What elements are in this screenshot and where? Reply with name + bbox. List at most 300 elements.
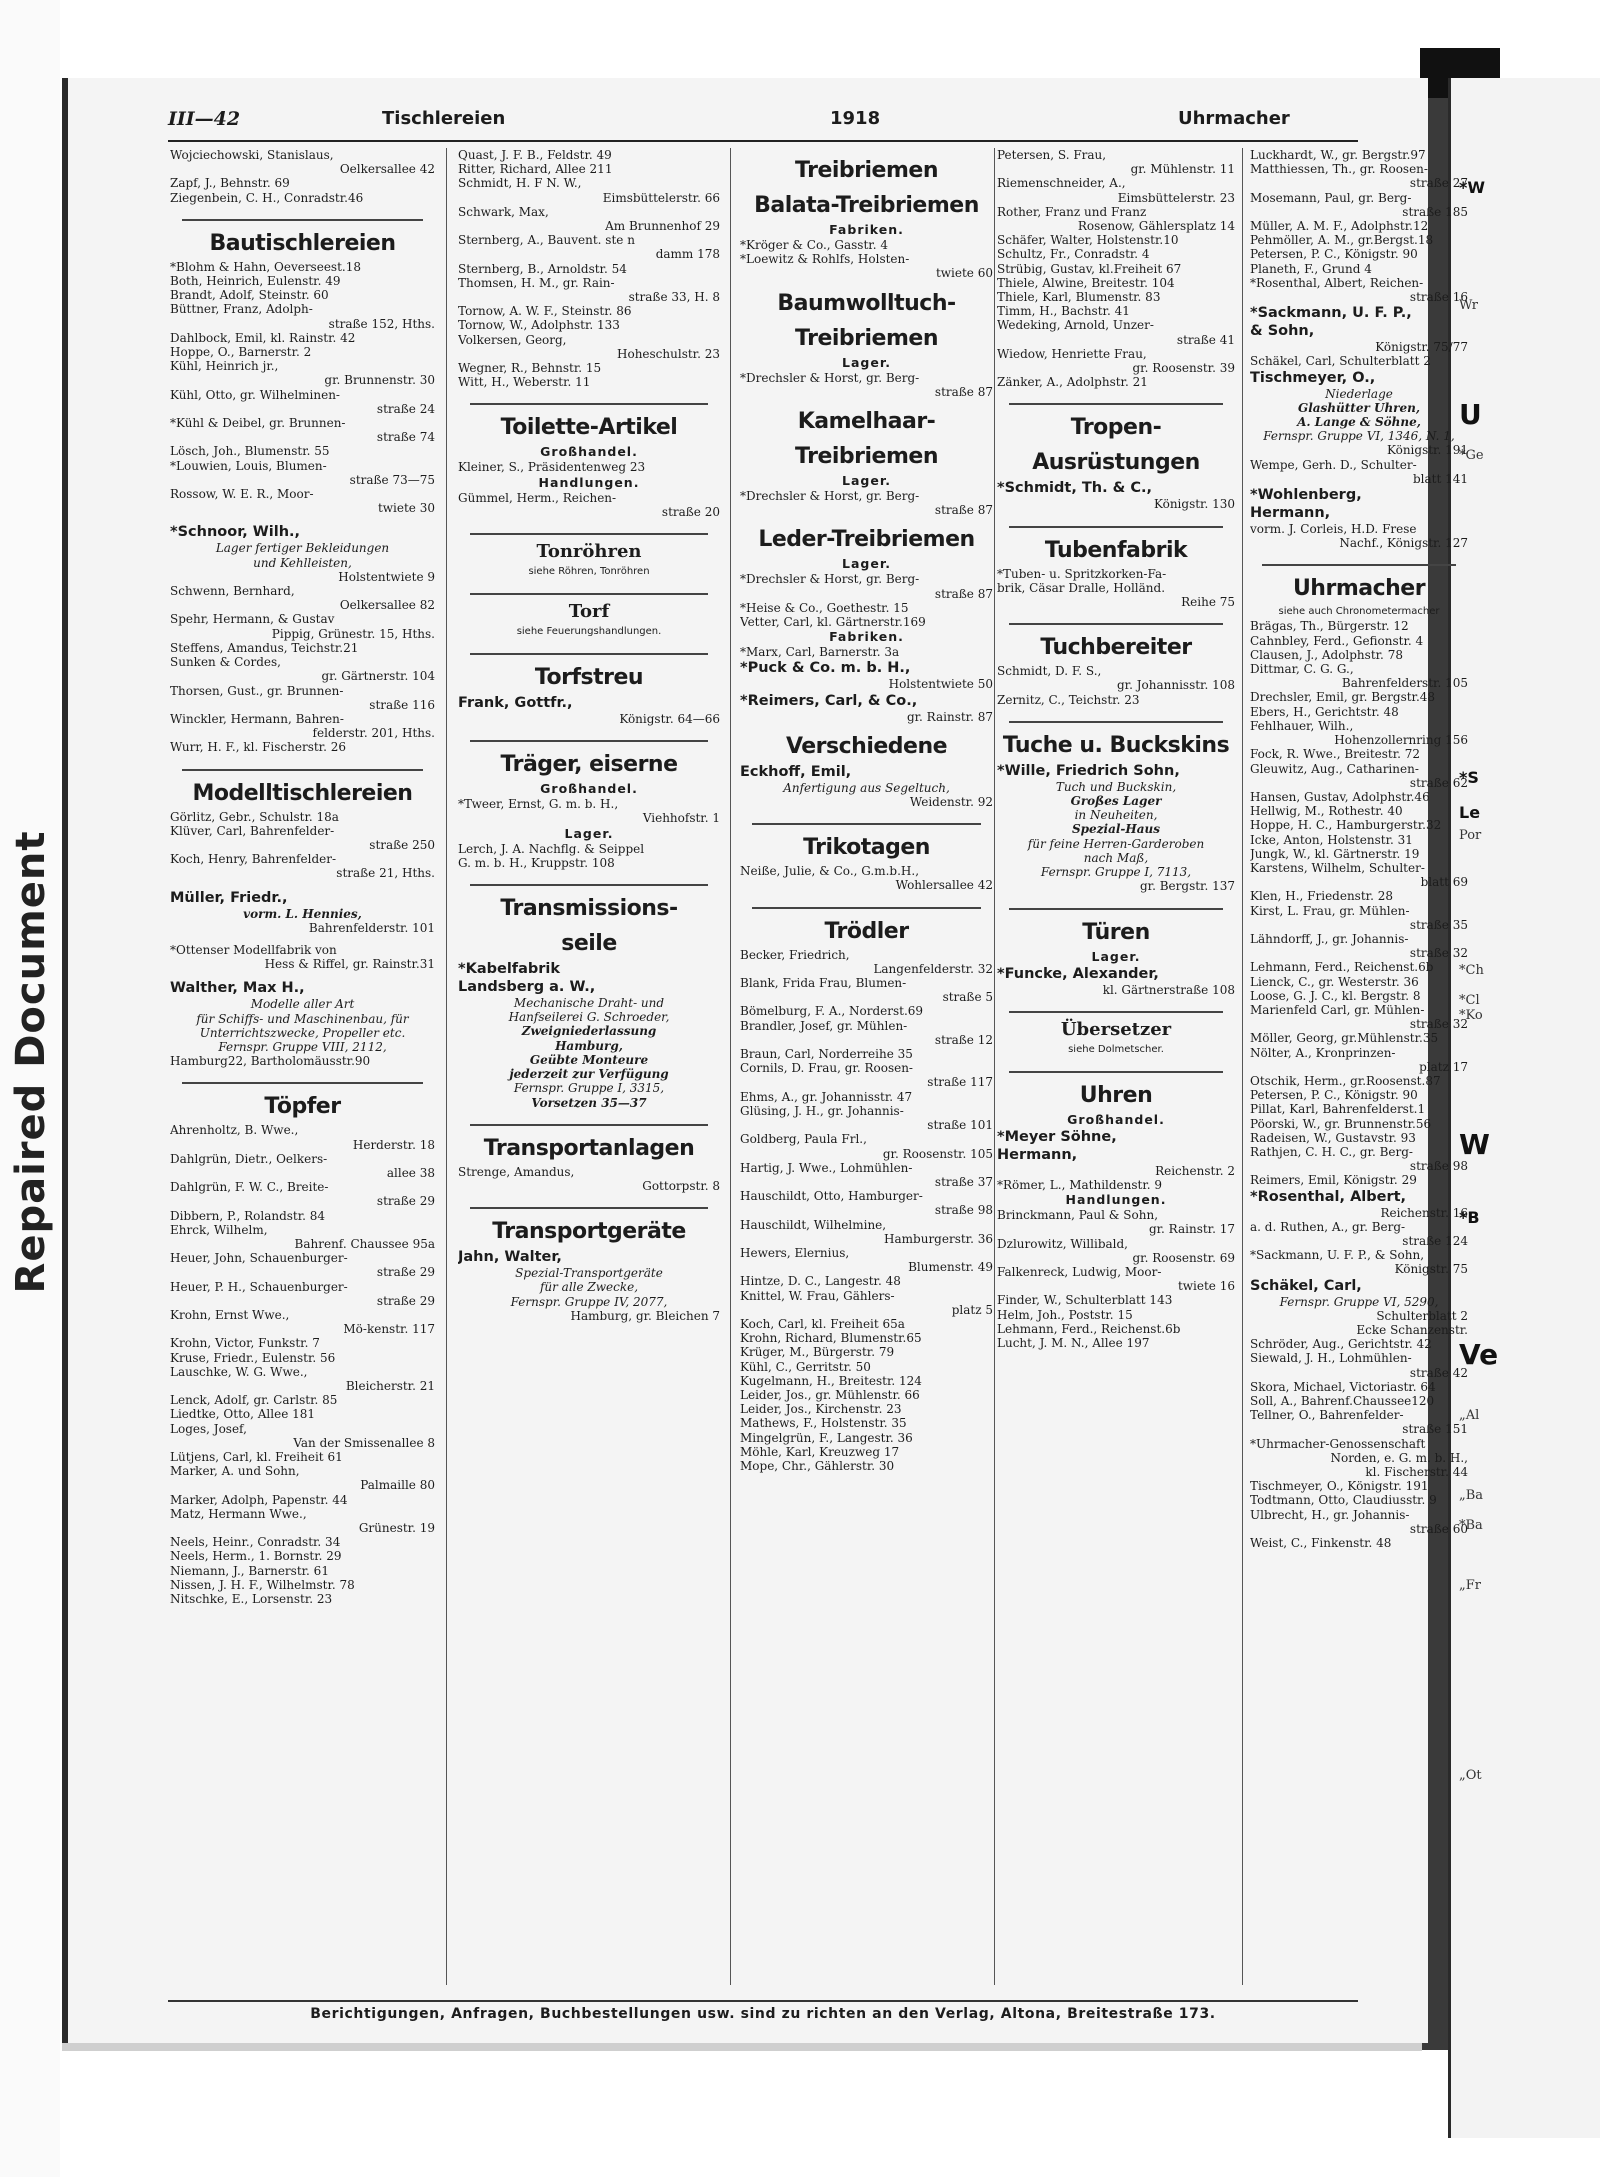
- listing-description: für feine Herren-Garderoben: [1027, 836, 1205, 851]
- listing-line: Klüver, Carl, Bahrenfelder-: [170, 823, 335, 838]
- listing-line: Pillat, Karl, Bahrenfelderst.1: [1250, 1102, 1426, 1117]
- listing-line: Gottorpstr. 8: [642, 1178, 720, 1193]
- listing-line: Rathjen, C. H. C., gr. Berg-: [1250, 1144, 1413, 1159]
- listing-firm-name: Tischmeyer, O.,: [1250, 369, 1376, 386]
- listing-line: straße 98: [1409, 1159, 1468, 1174]
- listing-line: Lütjens, Carl, kl. Freiheit 61: [170, 1450, 343, 1465]
- listing-line: straße 73—75: [349, 472, 435, 487]
- next-page-fragment: „Fr: [1459, 1578, 1481, 1593]
- next-page-fragment: W: [1459, 1128, 1490, 1161]
- listing-line: straße 42: [1409, 1365, 1468, 1380]
- section-divider: [470, 734, 708, 742]
- listing-line: blatt 69: [1420, 875, 1468, 890]
- section-heading: Trödler: [824, 918, 909, 944]
- listing-line: Krohn, Richard, Blumenstr.65: [740, 1331, 922, 1346]
- listing-line: straße 117: [927, 1075, 993, 1090]
- listing-line: Luckhardt, W., gr. Bergstr.97: [1250, 148, 1426, 162]
- listing-line: *Kühl & Deibel, gr. Brunnen-: [170, 416, 346, 431]
- section-heading: Tubenfabrik: [1044, 537, 1188, 563]
- listing-line: straße 20: [661, 504, 720, 519]
- listing-line: straße 250: [369, 837, 435, 852]
- listing-line: Bahrenfelderstr. 105: [1341, 676, 1468, 691]
- listing-line: Wurr, H. F., kl. Fischerstr. 26: [170, 740, 346, 755]
- listing-line: Hamburg22, Bartholomäusstr.90: [170, 1054, 371, 1069]
- listing-line: Strübig, Gustav, kl.Freiheit 67: [997, 261, 1182, 276]
- section-heading: Tuchbereiter: [1040, 635, 1192, 661]
- listing-line: Ziegenbein, C. H., Conradstr.46: [170, 190, 364, 205]
- section-heading: Tropen-: [1070, 415, 1162, 441]
- listing-line: Kühl, C., Gerritstr. 50: [740, 1359, 871, 1374]
- section-divider: [1262, 558, 1456, 566]
- listing-line: straße 60: [1409, 1521, 1468, 1536]
- listing-line: Marienfeld Carl, gr. Mühlen-: [1250, 1002, 1425, 1017]
- listing-line: Wohlersallee 42: [895, 878, 993, 893]
- listing-firm-name: Schäkel, Carl,: [1250, 1277, 1362, 1294]
- listing-line: Ehms, A., gr. Johannisstr. 47: [740, 1089, 913, 1104]
- listing-line: Koch, Carl, kl. Freiheit 65a: [740, 1316, 905, 1331]
- listing-firm-name: & Sohn,: [1250, 323, 1315, 340]
- listing-line: Hauschildt, Wilhelmine,: [740, 1217, 887, 1232]
- section-divider: [1009, 715, 1223, 723]
- listing-description: Hanfseilerei G. Schroeder,: [508, 1010, 670, 1025]
- listing-line: *Ottenser Modellfabrik von: [170, 942, 337, 957]
- listing-firm-name: *Funcke, Alexander,: [997, 965, 1159, 982]
- next-page-fragment: „Ot: [1459, 1768, 1482, 1783]
- section-heading: Ausrüstungen: [1032, 450, 1200, 476]
- listing-line: Riemenschneider, A.,: [997, 176, 1126, 191]
- listing-line: Marker, A. und Sohn,: [170, 1464, 300, 1479]
- listing-line: straße 33, H. 8: [628, 290, 720, 305]
- listing-line: Klen, H., Friedenstr. 28: [1250, 889, 1393, 904]
- listing-line: Königstr. 64—66: [619, 712, 720, 727]
- listing-firm-name: *Wohlenberg,: [1250, 487, 1362, 504]
- listing-line: Reihe 75: [1181, 595, 1235, 610]
- section-divider: [470, 647, 708, 655]
- listing-line: straße 29: [376, 1194, 435, 1209]
- listing-line: Volkersen, Georg,: [458, 332, 567, 347]
- listing-firm-name: *Sackmann, U. F. P.,: [1250, 305, 1412, 322]
- subsection-heading: Großhandel.: [540, 444, 638, 460]
- listing-line: Reichenstr. 2: [1155, 1163, 1235, 1178]
- listing-line: Bleicherstr. 21: [345, 1379, 435, 1394]
- section-divider: [1009, 1065, 1223, 1073]
- listing-line: straße 152, Hths.: [328, 316, 435, 331]
- listing-line: allee 38: [386, 1165, 435, 1180]
- subsection-heading: Fabriken.: [829, 222, 904, 237]
- listing-line: a. d. Ruthen, A., gr. Berg-: [1250, 1219, 1406, 1234]
- spacer: [170, 971, 435, 979]
- section-heading: Transportanlagen: [483, 1135, 695, 1161]
- listing-line: Hamburg, gr. Bleichen 7: [570, 1308, 720, 1323]
- listing-line: Mosemann, Paul, gr. Berg-: [1250, 190, 1412, 205]
- listing-line: *Tweer, Ernst, G. m. b. H.,: [458, 797, 619, 812]
- section-divider: [470, 1118, 708, 1126]
- listing-line: gr. Gärtnerstr. 104: [321, 669, 435, 684]
- listing-line: Mö-kenstr. 117: [343, 1322, 435, 1337]
- cross-reference: siehe Dolmetscher.: [1068, 1043, 1164, 1055]
- header-right-title: Uhrmacher: [1178, 108, 1290, 129]
- listing-line: Helm, Joh., Poststr. 15: [997, 1307, 1133, 1322]
- listing-line: G. m. b. H., Kruppstr. 108: [458, 855, 615, 870]
- section-divider: [1009, 902, 1223, 910]
- listing-line: Hellwig, M., Rothestr. 40: [1250, 804, 1403, 819]
- listing-line: straße 124: [1402, 1234, 1468, 1248]
- listing-line: Blank, Frida Frau, Blumen-: [740, 976, 907, 991]
- listing-line: Schäkel, Carl, Schulterblatt 2: [1250, 354, 1431, 369]
- listing-line: Viehhofstr. 1: [642, 811, 720, 826]
- subsection-heading: Großhandel.: [1067, 1111, 1165, 1127]
- section-heading: Trikotagen: [803, 835, 930, 861]
- listing-line: Oelkersallee 42: [339, 162, 435, 177]
- listing-line: Hansen, Gustav, Adolphstr.46: [1250, 789, 1430, 804]
- listing-line: Schmidt, D. F. S.,: [997, 664, 1102, 679]
- section-heading: seile: [561, 931, 617, 957]
- listing-line: Krohn, Victor, Funkstr. 7: [170, 1336, 320, 1351]
- listing-line: Todtmann, Otto, Claudiusstr. 9: [1250, 1493, 1437, 1508]
- listing-line: gr. Roosenstr. 69: [1132, 1250, 1235, 1265]
- listing-firm-name: *Wille, Friedrich Sohn,: [997, 762, 1180, 779]
- listing-description: Niederlage: [1325, 386, 1393, 401]
- listing-line: Königstr. 75: [1394, 1262, 1468, 1277]
- listing-line: Nachf., Königstr. 127: [1339, 536, 1468, 551]
- section-heading: Träger, eiserne: [500, 752, 678, 778]
- listing-firm-name: *Reimers, Carl, & Co.,: [740, 692, 918, 709]
- cross-reference: siehe Feuerungshandlungen.: [516, 626, 662, 638]
- listing-description: Tuch und Buckskin,: [1055, 779, 1177, 794]
- listing-line: *Sackmann, U. F. P., & Sohn,: [1250, 1248, 1425, 1263]
- listing-line: Tornow, W., Adolphstr. 133: [458, 318, 620, 333]
- section-divider: [752, 901, 981, 909]
- listing-line: Heuer, P. H., Schauenburger-: [170, 1279, 348, 1294]
- listing-line: Schäfer, Walter, Holstenstr.10: [997, 233, 1179, 248]
- section-divider: [1009, 1005, 1223, 1013]
- listing-line: Loges, Josef,: [170, 1421, 247, 1436]
- listing-highlight: Vorsetzen 35—37: [531, 1095, 647, 1110]
- listing-line: Hoppe, O., Barnerstr. 2: [170, 345, 312, 360]
- next-page-fragment: Ve: [1459, 1338, 1499, 1371]
- spacer: [170, 935, 435, 943]
- section-heading: Türen: [1082, 919, 1150, 945]
- cross-reference: siehe Röhren, Tonröhren: [528, 566, 650, 578]
- listing-line: Petersen, P. C., Königstr. 90: [1250, 247, 1418, 262]
- listing-line: Sunken & Cordes,: [170, 655, 281, 670]
- listing-line: straße 32: [1409, 946, 1468, 961]
- section-heading: Leder-Treibriemen: [758, 527, 975, 553]
- next-page-fragment: Le: [1459, 803, 1481, 822]
- listing-line: Am Brunnenhof 29: [605, 219, 720, 234]
- listing-line: Bahrenfelderstr. 101: [308, 920, 435, 935]
- listing-line: Glüsing, J. H., gr. Johannis-: [740, 1103, 904, 1118]
- listing-line: Sternberg, A., Bauvent. ste n: [458, 233, 635, 248]
- listing-firm-name: *Kabelfabrik: [458, 961, 561, 978]
- listing-line: Ecke Schanzenstr.: [1356, 1323, 1468, 1338]
- listing-line: Lösch, Joh., Blumenstr. 55: [170, 444, 330, 459]
- listing-line: Königstr. 191: [1386, 443, 1468, 458]
- listing-line: Kleiner, S., Präsidentenweg 23: [458, 460, 646, 475]
- listing-description: Spezial-Transportgeräte: [515, 1266, 663, 1281]
- listing-line: *Kröger & Co., Gasstr. 4: [740, 238, 888, 252]
- listing-line: Jungk, W., kl. Gärtnerstr. 19: [1250, 846, 1420, 861]
- section-heading: Toilette-Artikel: [500, 415, 678, 441]
- listing-column-5: [1250, 148, 1468, 1987]
- listing-line: Grünestr. 19: [358, 1521, 435, 1536]
- next-page-fragment: *Ge: [1459, 448, 1484, 463]
- next-page-fragment: Wr: [1459, 298, 1478, 313]
- listing-line: Langenfelderstr. 32: [873, 961, 993, 976]
- listing-firm-name: Frank, Gottfr.,: [458, 695, 573, 712]
- listing-line: Blumenstr. 49: [908, 1260, 993, 1275]
- listing-line: Pehmöller, A. M., gr.Bergst.18: [1250, 233, 1434, 248]
- subsection-heading: Handlungen.: [538, 474, 640, 490]
- listing-line: *Rosenthal, Albert, Reichen-: [1250, 275, 1424, 290]
- listing-line: Hoppe, H. C., Hamburgerstr.32: [1250, 818, 1442, 833]
- page-bottom-edge: [62, 2043, 1422, 2051]
- spacer: [170, 881, 435, 889]
- listing-line: blatt 141: [1412, 471, 1468, 486]
- subsection-heading: Handlungen.: [1065, 1192, 1167, 1208]
- spacer: [170, 515, 435, 523]
- listing-line: Holstentwiete 9: [338, 569, 435, 584]
- listing-firm-name: Jahn, Walter,: [458, 1249, 562, 1266]
- next-page-fragment: *Ch: [1459, 963, 1484, 978]
- listing-line: Reichenstr. 16: [1380, 1205, 1468, 1220]
- section-heading: Balata-Treibriemen: [754, 193, 979, 218]
- listing-line: *Tuben- u. Spritzkorken-Fa-: [997, 566, 1167, 581]
- listing-line: Icke, Anton, Holstenstr. 31: [1250, 832, 1413, 847]
- listing-line: brik, Cäsar Dralle, Holländ.: [997, 580, 1166, 595]
- listing-line: Niemann, J., Barnerstr. 61: [170, 1563, 329, 1578]
- listing-line: Lauschke, W. G. Wwe.,: [170, 1364, 308, 1379]
- subsection-heading: Großhandel.: [540, 781, 638, 797]
- section-heading: Modelltischlereien: [192, 780, 413, 806]
- listing-description: Lager fertiger Bekleidungen: [215, 541, 390, 556]
- listing-line: *Marx, Carl, Barnerstr. 3a: [740, 645, 900, 660]
- listing-line: Ahrenholtz, B. Wwe.,: [170, 1123, 299, 1138]
- next-page-edge: [1448, 78, 1600, 2138]
- section-divider: [470, 878, 708, 886]
- listing-line: Timm, H., Bachstr. 41: [997, 304, 1130, 319]
- listing-line: gr. Brunnenstr. 30: [324, 373, 435, 388]
- listing-line: straße 62: [1409, 775, 1468, 790]
- cross-reference: siehe auch Chronometermacher: [1278, 606, 1440, 618]
- listing-highlight: Geübte Monteure: [529, 1052, 649, 1067]
- section-heading: Treibriemen: [795, 325, 938, 351]
- listing-line: gr. Bergstr. 137: [1140, 879, 1235, 894]
- listing-line: Falkenreck, Ludwig, Moor-: [997, 1264, 1162, 1279]
- column-rule: [994, 148, 995, 1985]
- listing-line: Spehr, Hermann, & Gustav: [170, 612, 335, 627]
- listing-line: Kirst, L. Frau, gr. Mühlen-: [1250, 903, 1410, 918]
- listing-line: Nölter, A., Kronprinzen-: [1250, 1045, 1396, 1060]
- listing-line: straße 29: [376, 1265, 435, 1280]
- listing-line: Sternberg, B., Arnoldstr. 54: [458, 261, 627, 276]
- listing-column-1: [170, 148, 435, 1987]
- listing-line: Lucht, J. M. N., Allee 197: [997, 1335, 1150, 1350]
- listing-line: Eimsbüttelerstr. 66: [602, 190, 720, 205]
- listing-line: straße 151: [1402, 1422, 1468, 1437]
- listing-line: *Loewitz & Rohlfs, Holsten-: [740, 252, 910, 267]
- listing-line: Wiedow, Henriette Frau,: [997, 346, 1147, 361]
- listing-line: straße 116: [369, 697, 435, 712]
- listing-line: Kühl, Heinrich jr.,: [170, 359, 279, 374]
- section-heading: Tuche u. Buckskins: [1002, 732, 1230, 758]
- listing-description: Anfertigung aus Segeltuch,: [783, 780, 950, 795]
- listing-line: Ehrck, Wilhelm,: [170, 1222, 268, 1237]
- listing-line: Radeisen, W., Gustavstr. 93: [1250, 1130, 1416, 1145]
- section-divider: [470, 587, 708, 595]
- listing-firm-name: *Meyer Söhne,: [997, 1128, 1117, 1145]
- column-rule: [1242, 148, 1243, 1985]
- listing-line: Both, Heinrich, Eulenstr. 49: [170, 274, 341, 289]
- page-number: III—42: [168, 108, 241, 130]
- listing-line: Van der Smissenallee 8: [293, 1435, 435, 1450]
- subsection-heading: Fabriken.: [829, 629, 904, 645]
- listing-column-2: [458, 148, 720, 1987]
- listing-line: Kugelmann, H., Breitestr. 124: [740, 1373, 922, 1388]
- listing-line: twiete 60: [935, 266, 993, 281]
- listing-description: Mechanische Draht- und: [513, 996, 665, 1011]
- listing-highlight: Hamburg,: [555, 1038, 623, 1053]
- listing-line: Neels, Herm., 1. Bornstr. 29: [170, 1549, 342, 1564]
- section-heading: Transmissions-: [500, 896, 678, 922]
- next-page-fragment: „Ba: [1459, 1488, 1484, 1503]
- listing-line: Bömelburg, F. A., Norderst.69: [740, 1004, 924, 1019]
- listing-line: Kruse, Friedr., Eulenstr. 56: [170, 1350, 336, 1365]
- listing-line: *Drechsler & Horst, gr. Berg-: [740, 370, 920, 385]
- listing-line: Mathews, F., Holstenstr. 35: [740, 1416, 907, 1431]
- next-page-fragment: *Ba: [1459, 1518, 1483, 1533]
- listing-line: Rosenow, Gählersplatz 14: [1077, 219, 1235, 234]
- listing-line: Thorsen, Gust., gr. Brunnen-: [170, 683, 344, 698]
- listing-line: Ulbrecht, H., gr. Johannis-: [1250, 1507, 1410, 1522]
- listing-line: Tornow, A. W. F., Steinstr. 86: [458, 304, 632, 319]
- listing-line: gr. Roosenstr. 39: [1132, 361, 1235, 376]
- listing-line: Finder, W., Schulterblatt 143: [997, 1293, 1173, 1308]
- listing-line: gr. Roosenstr. 105: [882, 1146, 993, 1161]
- listing-line: Thiele, Karl, Blumenstr. 83: [997, 290, 1161, 305]
- listing-line: gr. Rainstr. 87: [906, 709, 993, 724]
- listing-line: Brandt, Adolf, Steinstr. 60: [170, 288, 329, 303]
- listing-line: Vetter, Carl, kl. Gärtnerstr.169: [740, 615, 926, 630]
- section-heading: Treibriemen: [795, 444, 938, 470]
- listing-description: Unterrichtszwecke, Propeller etc.: [199, 1025, 406, 1040]
- listing-line: *Römer, L., Mathildenstr. 9: [997, 1177, 1163, 1192]
- listing-line: Reimers, Emil, Königstr. 29: [1250, 1173, 1417, 1188]
- listing-firm-name: Walther, Max H.,: [170, 980, 305, 997]
- listing-line: Möhle, Karl, Kreuzweg 17: [740, 1444, 900, 1459]
- listing-line: Thomsen, H. M., gr. Rain-: [458, 275, 615, 290]
- listing-line: Lienck, C., gr. Westerstr. 36: [1250, 974, 1419, 989]
- listing-line: Koch, Henry, Bahrenfelder-: [170, 852, 337, 867]
- listing-line: gr. Johannisstr. 108: [1116, 678, 1235, 693]
- listing-line: Bahrenf. Chaussee 95a: [294, 1236, 435, 1251]
- listing-firm-name: *Schmidt, Th. & C.,: [997, 480, 1153, 497]
- listing-line: Schröder, Aug., Gerichtstr. 42: [1250, 1337, 1432, 1352]
- listing-line: Zapf, J., Behnstr. 69: [170, 176, 290, 191]
- listing-line: Hauschildt, Otto, Hamburger-: [740, 1189, 923, 1204]
- listing-line: Planeth, F., Grund 4: [1250, 261, 1372, 276]
- running-header: [168, 108, 1358, 136]
- section-heading: Bautischlereien: [209, 230, 396, 256]
- section-divider: [182, 763, 423, 771]
- listing-line: Cornils, D. Frau, gr. Roosen-: [740, 1061, 913, 1076]
- listing-description: und Kehlleisten,: [253, 555, 352, 570]
- listing-line: Dzlurowitz, Willibald,: [997, 1236, 1128, 1251]
- listing-line: Oelkersallee 82: [339, 598, 435, 613]
- listing-line: Zänker, A., Adolphstr. 21: [997, 375, 1148, 390]
- section-heading: Transportgeräte: [492, 1219, 686, 1245]
- listing-description: Modelle aller Art: [250, 997, 355, 1012]
- listing-line: Wegner, R., Behnstr. 15: [458, 361, 602, 376]
- listing-description: Fernspr. Gruppe VI, 5290,: [1279, 1294, 1439, 1309]
- listing-line: Hohenzollernring 156: [1334, 733, 1468, 748]
- section-divider: [1009, 520, 1223, 528]
- listing-line: Möller, Georg, gr.Mühlenstr.35: [1250, 1031, 1439, 1046]
- listing-line: kl. Fischerstr. 44: [1365, 1465, 1468, 1480]
- section-heading: Übersetzer: [1060, 1018, 1172, 1040]
- listing-line: Becker, Friedrich,: [740, 947, 850, 962]
- listing-line: Pöorski, W., gr. Brunnenstr.56: [1250, 1116, 1432, 1131]
- header-rule: [168, 140, 1358, 142]
- listing-line: Büttner, Franz, Adolph-: [170, 302, 313, 317]
- listing-line: straße 21, Hths.: [336, 866, 435, 881]
- listing-line: Hartig, J. Wwe., Lohmühlen-: [740, 1160, 913, 1175]
- listing-highlight: Glashütter Uhren,: [1297, 400, 1421, 415]
- listing-line: *Louwien, Louis, Blumen-: [170, 458, 327, 473]
- listing-line: Krüger, M., Bürgerstr. 79: [740, 1345, 895, 1360]
- section-divider: [470, 397, 708, 405]
- listing-line: vorm. J. Corleis, H.D. Frese: [1250, 522, 1417, 537]
- listing-line: Winckler, Hermann, Bahren-: [170, 711, 344, 726]
- listing-highlight: Spezial-Haus: [1072, 822, 1160, 837]
- listing-line: Nissen, J. H. F., Wilhelmstr. 78: [170, 1577, 355, 1592]
- section-heading: Torf: [568, 601, 610, 623]
- listing-line: Hamburgerstr. 36: [884, 1231, 993, 1246]
- listing-line: Liedtke, Otto, Allee 181: [170, 1407, 316, 1422]
- listing-line: Zernitz, C., Teichstr. 23: [997, 692, 1140, 707]
- listing-line: gr. Mühlenstr. 11: [1130, 162, 1235, 177]
- listing-line: straße 74: [376, 430, 435, 445]
- listing-line: *Heise & Co., Goethestr. 15: [740, 600, 909, 615]
- listing-line: Palmaille 80: [360, 1478, 435, 1493]
- listing-line: Witt, H., Weberstr. 11: [458, 375, 591, 390]
- listing-line: *Uhrmacher-Genossenschaft: [1250, 1436, 1426, 1451]
- listing-line: Petersen, S. Frau,: [997, 148, 1107, 162]
- listing-line: Matthiessen, Th., gr. Roosen-: [1250, 162, 1428, 177]
- listing-line: Görlitz, Gebr., Schulstr. 18a: [170, 809, 339, 824]
- listing-line: straße 29: [376, 1293, 435, 1308]
- section-heading: Uhren: [1079, 1082, 1153, 1108]
- listing-line: Königstr. 130: [1153, 497, 1235, 512]
- listing-firm-name: *Rosenthal, Albert,: [1250, 1188, 1407, 1205]
- listing-line: straße 98: [934, 1203, 993, 1218]
- listing-line: Siewald, J. H., Lohmühlen-: [1250, 1351, 1412, 1366]
- listing-line: Drechsler, Emil, gr. Bergstr.48: [1250, 690, 1436, 705]
- listing-line: straße 35: [1409, 917, 1468, 932]
- listing-line: Neels, Heinr., Conradstr. 34: [170, 1535, 341, 1550]
- listing-line: Wojciechowski, Stanislaus,: [170, 148, 334, 162]
- section-divider: [470, 527, 708, 535]
- listing-line: straße 87: [934, 503, 993, 518]
- section-divider: [1009, 397, 1223, 405]
- listing-firm-name: Eckhoff, Emil,: [740, 763, 852, 780]
- listing-highlight: Großes Lager: [1070, 794, 1162, 809]
- section-divider: [182, 1076, 423, 1084]
- listing-line: Goldberg, Paula Frl.,: [740, 1132, 867, 1147]
- listing-line: Fehlhauer, Wilh.,: [1250, 718, 1354, 733]
- listing-line: Dahlgrün, F. W. C., Breite-: [170, 1180, 329, 1195]
- listing-line: Rossow, W. E. R., Moor-: [170, 487, 314, 502]
